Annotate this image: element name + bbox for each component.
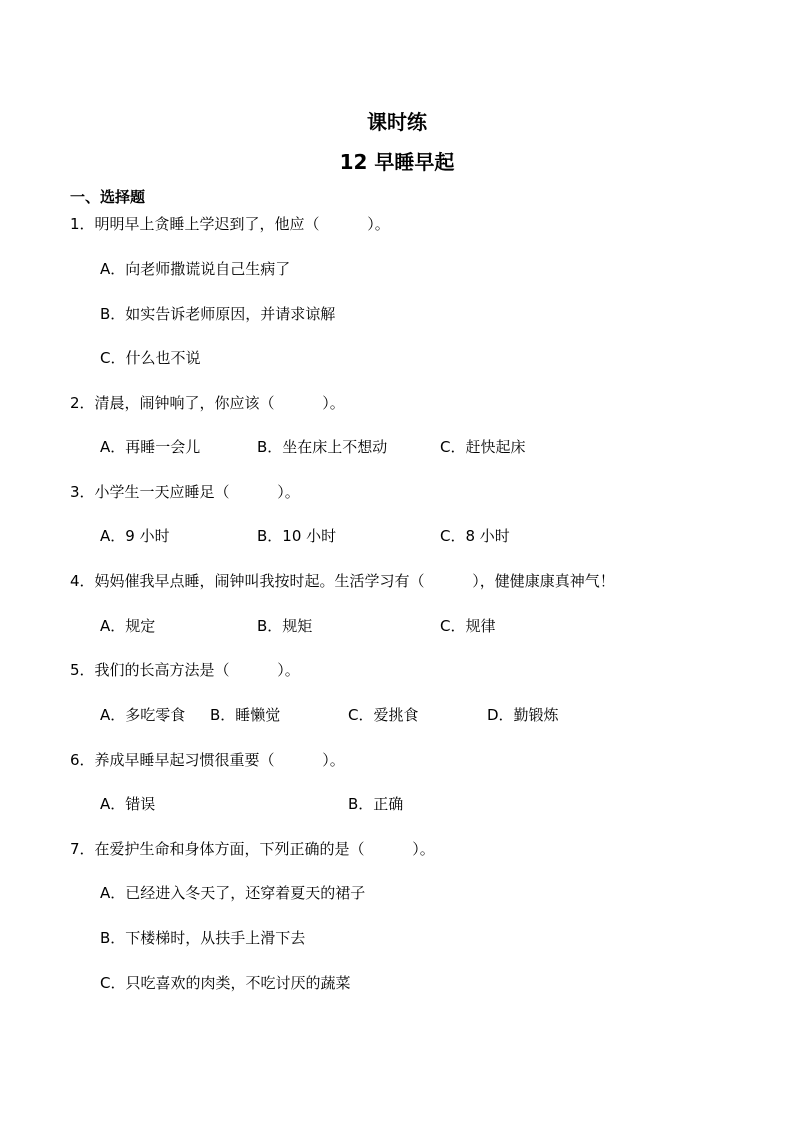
- question-2-option-a: A．再睡一会儿: [100, 438, 201, 456]
- question-7-option-b: B．下楼梯时，从扶手上滑下去: [100, 929, 306, 947]
- question-6-option-a: A．错误: [100, 795, 156, 813]
- question-2-option-b: B．坐在床上不想动: [257, 438, 388, 456]
- question-5-option-b: B．睡懒觉: [210, 706, 281, 724]
- question-3-option-c: C．8 小时: [440, 527, 510, 545]
- question-5-option-d: D．勤锻炼: [487, 706, 559, 724]
- question-4-option-b: B．规矩: [257, 617, 313, 635]
- question-6-option-b: B．正确: [348, 795, 404, 813]
- lesson-title: 12 早睡早起: [339, 150, 455, 174]
- question-1-option-a: A．向老师撒谎说自己生病了: [100, 260, 291, 278]
- question-3-option-b: B．10 小时: [257, 527, 337, 545]
- question-5-option-a: A．多吃零食: [100, 706, 186, 724]
- question-4-stem: 4．妈妈催我早点睡，闹钟叫我按时起。生活学习有（ ），健健康康真神气！: [70, 572, 615, 590]
- question-7-stem: 7．在爱护生命和身体方面，下列正确的是（ ）。: [70, 840, 435, 858]
- question-2-stem: 2．清晨，闹钟响了，你应该（ ）。: [70, 394, 345, 412]
- page-title: 课时练: [367, 110, 427, 134]
- section-heading: 一、选择题: [70, 188, 146, 206]
- question-5-option-c: C．爱挑食: [348, 706, 419, 724]
- question-1-option-c: C．什么也不说: [100, 349, 201, 367]
- question-2-option-c: C．赶快起床: [440, 438, 526, 456]
- question-1-stem: 1．明明早上贪睡上学迟到了，他应（ ）。: [70, 215, 390, 233]
- question-1-option-b: B．如实告诉老师原因，并请求谅解: [100, 305, 336, 323]
- question-5-stem: 5．我们的长高方法是（ ）。: [70, 661, 300, 679]
- question-7-option-a: A．已经进入冬天了，还穿着夏天的裙子: [100, 884, 366, 902]
- question-4-option-c: C．规律: [440, 617, 496, 635]
- question-6-stem: 6．养成早睡早起习惯很重要（ ）。: [70, 751, 345, 769]
- question-3-option-a: A．9 小时: [100, 527, 170, 545]
- question-7-option-c: C．只吃喜欢的肉类，不吃讨厌的蔬菜: [100, 974, 351, 992]
- question-3-stem: 3．小学生一天应睡足（ ）。: [70, 483, 300, 501]
- question-4-option-a: A．规定: [100, 617, 156, 635]
